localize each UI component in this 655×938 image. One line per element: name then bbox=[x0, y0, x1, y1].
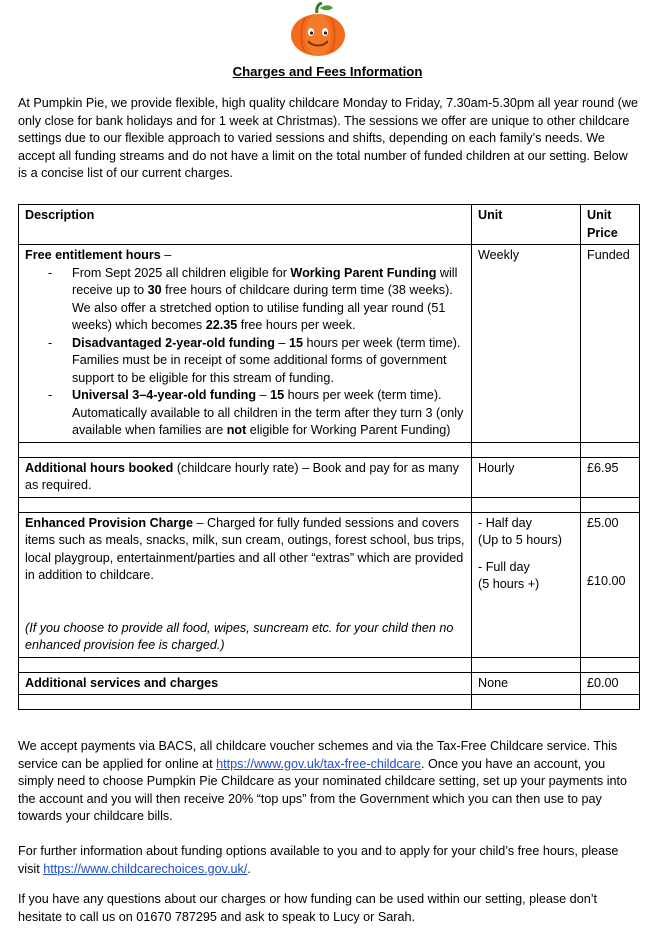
additional-hours-price: £6.95 bbox=[581, 457, 640, 497]
page-title: Charges and Fees Information bbox=[232, 64, 423, 79]
services-price: £0.00 bbox=[581, 672, 640, 695]
spacer-row bbox=[19, 497, 640, 512]
tax-free-childcare-link[interactable]: https://www.gov.uk/tax-free-childcare bbox=[216, 756, 421, 771]
free-entitlement-price: Funded bbox=[581, 245, 640, 443]
table-row-services bbox=[19, 672, 640, 695]
spacer-row bbox=[19, 695, 640, 710]
free-entitlement-unit: Weekly bbox=[472, 245, 581, 443]
services-unit: None bbox=[472, 672, 581, 695]
childcare-choices-link[interactable]: https://www.childcarechoices.gov.uk/ bbox=[43, 861, 248, 876]
funding-list bbox=[25, 265, 465, 440]
charges-table bbox=[18, 204, 640, 710]
additional-hours-unit: Hourly bbox=[472, 457, 581, 497]
enhanced-note: (If you choose to provide all food, wipes, suncream etc. for your child then no enhanced provision fee is charged.) bbox=[25, 620, 454, 652]
header-description: Description bbox=[19, 205, 472, 245]
enhanced-description: Enhanced Provision Charge – Charged for fully funded sessions and covers items such as meals, snacks, milk, sun cream, outings, forest school, bus trips, local playgroup, entertainment/parties and all other “extras” which are provided in addition to childcare. (If you choose to provide all food, wipes, suncream etc. for your child then no enhanced provision fee is charged.) bbox=[19, 512, 472, 657]
payments-paragraph: We accept payments via BACS, all childcare voucher schemes and via the Tax-Free Childcare service. This service can be applied for online at https://www.gov.uk/tax-free-childcare. Once you have an account, you simply need to choose Pumpkin Pie Childcare as your nominated childcare setting, set up your payments into the account and you will then receive 20% “top ups” from the Government which you can then use to pay towards your childcare bills. bbox=[18, 739, 628, 823]
additional-hours-description: Additional hours booked (childcare hourly rate) – Book and pay for as many as required. bbox=[19, 457, 472, 497]
table-row-additional-hours bbox=[19, 457, 640, 497]
header-unit-price: Unit Price bbox=[581, 205, 640, 245]
services-description: Additional services and charges bbox=[19, 672, 472, 695]
contact-paragraph: If you have any questions about our charges or how funding can be used within our setting, please don’t hesitate to call us on 01670 787295 and ask to speak to Lucy or Sarah. bbox=[18, 892, 597, 924]
header-unit: Unit bbox=[472, 205, 581, 245]
funding-paragraph: For further information about funding options available to you and to apply for your child’s free hours, please visit https://www.childcarechoices.gov.uk/. bbox=[18, 844, 619, 876]
table-row-free-entitlement bbox=[19, 245, 640, 443]
table-row-enhanced bbox=[19, 512, 640, 657]
enhanced-price: £5.00 £10.00 bbox=[581, 512, 640, 657]
pumpkin-logo-icon bbox=[287, 2, 349, 58]
free-entitlement-description: Free entitlement hours – - From Sept 2025 all children eligible for Working Parent Funding will receive up to 30 free hours of childcare during term time (38 weeks). We also offer a stretched option to utilise funding all year round (51 weeks) which becomes 22.35 free hours per week. - Disadvantaged 2-year-old funding – 15 hours per week (term time). Families must be in receipt of some additional forms of government support to be eligible for this stream of funding. - Universal 3–4-year-old funding – 15 hours per week (term time). Automatically available to all children in the term after they turn 3 (only available when families are not eligible for Working Parent Funding) bbox=[19, 245, 472, 443]
list-item-working-parent: - From Sept 2025 all children eligible for Working Parent Funding will receive up to 30 free hours of childcare during term time (38 weeks). We also offer a stretched option to utilise funding all year round (51 weeks) which becomes 22.35 free hours per week. bbox=[72, 265, 465, 335]
free-entitlement-title: Free entitlement hours bbox=[25, 248, 161, 262]
spacer-row bbox=[19, 442, 640, 457]
spacer-row bbox=[19, 657, 640, 672]
list-item-universal: - Universal 3–4-year-old funding – 15 hours per week (term time). Automatically available to all children in the term after they turn 3 (only available when families are not eligible for Working Parent Funding) bbox=[72, 387, 465, 440]
list-item-disadvantaged: - Disadvantaged 2-year-old funding – 15 hours per week (term time). Families must be in receipt of some additional forms of government support to be eligible for this stream of funding. bbox=[72, 335, 465, 388]
intro-paragraph: At Pumpkin Pie, we provide flexible, high quality childcare Monday to Friday, 7.30am-5.30pm all year round (we only close for bank holidays and for 1 week at Christmas). The sessions we offer are unique to other childcare settings due to our flexible approach to varied sessions and shifts, depending on each family’s needs. We accept all funding streams and do not have a limit on the total number of funded children at our setting. Below is a concise list of our current charges. bbox=[18, 96, 638, 180]
table-header-row bbox=[19, 205, 640, 245]
enhanced-unit: - Half day (Up to 5 hours) - Full day (5 hours +) bbox=[472, 512, 581, 657]
